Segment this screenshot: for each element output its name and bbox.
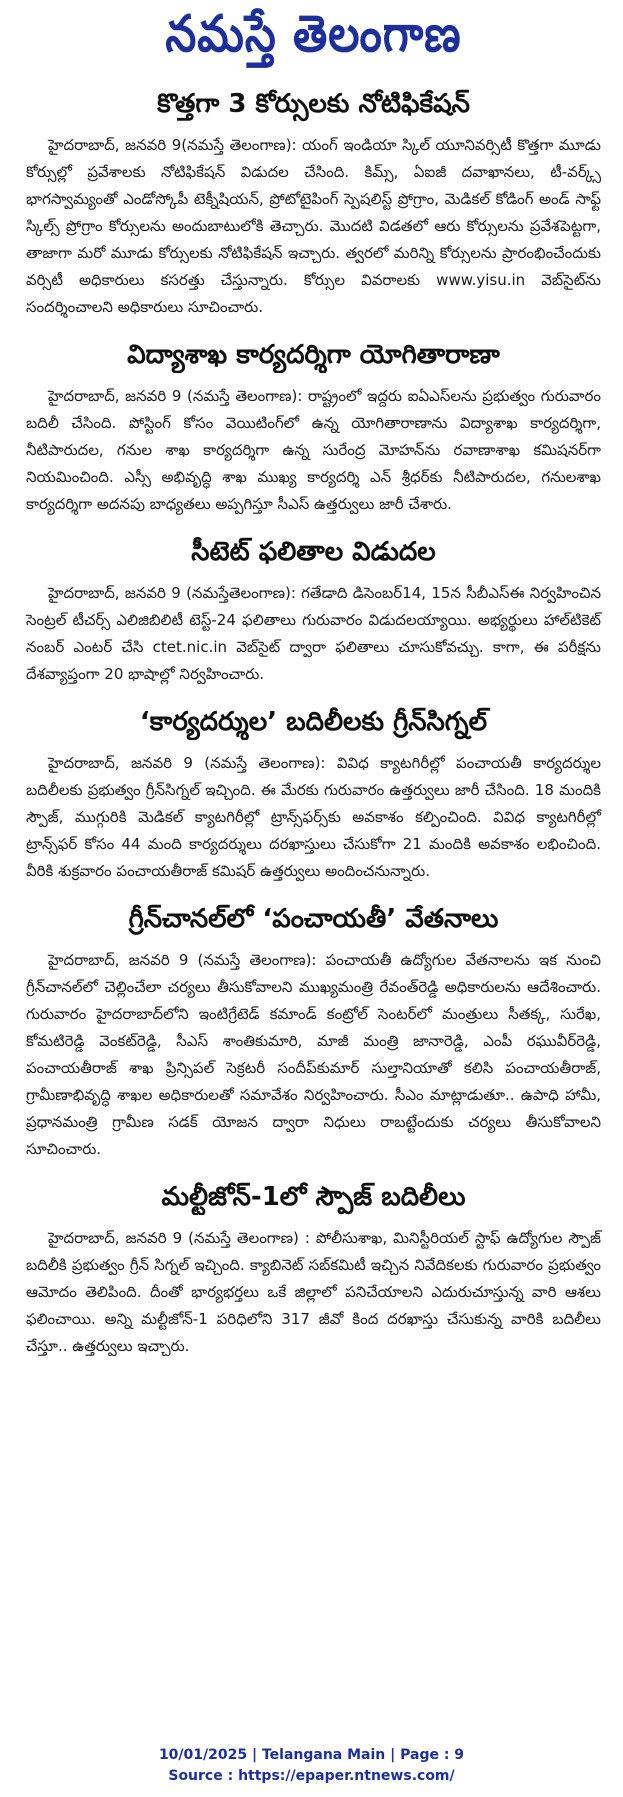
article-multizone-spouse-transfers — [26, 1179, 601, 1360]
article-body: హైదరాబాద్‌, జనవరి 9(నమస్తే తెలంగాణ): యంగ్‌ ఇండియా స్కిల్‌ యూనివర్సిటీ కొత్తగా మూడు కోర్సుల్లో ప్రవేశాలకు నోటిఫికేషన్‌ విడుదల చేసింది. కిమ్స్‌, ఏఐజీ దవాఖానలు, టీ-వర్క్స్‌ భాగస్వామ్యంతో ఎండోస్కోపీ టెక్నీషియన్‌, ప్రోటోటైపింగ్‌ స్పెషలిస్ట్‌ ప్రోగ్రాం, మెడికల్‌ కోడింగ్‌ అండ్‌ సాఫ్ట్‌ స్కిల్స్‌ ప్రోగ్రాం కోర్సులను అందుబాటులోకి తెచ్చారు. మొదటి విడతలో ఆరు కోర్సులను ప్రవేశపెట్టగా, తాజాగా మరో మూడు కోర్సులకు నోటిఫికేషన్‌ ఇచ్చారు. త్వరలో మరిన్ని కోర్సులను ప్రారంభించేందుకు వర్సిటీ అధికారులు కసరత్తు చేస్తున్నారు. కోర్సుల వివరాలకు www.yisu.in వెబ్‌సైట్‌ను సందర్శించాలని అధికారులు సూచించారు. — [26, 136, 601, 316]
article-education-secretary — [26, 337, 601, 518]
article-secretaries-transfers — [26, 704, 601, 885]
article-body: హైదరాబాద్‌, జనవరి 9 (నమస్తేతెలంగాణ): గతేడాది డిసెంబర్‌14, 15న సీబీఎస్‌ఈ నిర్వహించిన సెంట్రల్‌ టీచర్స్‌ ఎలిజిబిలిటీ టెస్ట్‌-24 ఫలితాలు గురువారం విడుదలయ్యాయి. అభ్యర్థులు హాల్‌టికెట్‌ నంబర్‌ ఎంటర్‌ చేసి ctet.nic.in వెబ్‌సైట్‌ ద్వారా ఫలితాలు చూసుకోవచ్చు. కాగా, ఈ పరీక్షను దేశవ్యాప్తంగా 20 భాషాల్లో నిర్వహించారు. — [26, 584, 601, 683]
page-footer-source: Source : https://epaper.ntnews.com/ — [168, 1768, 455, 1784]
article-ctet-results — [26, 534, 601, 688]
article-headline: గ్రీన్‌చానల్‌లో ‘పంచాయతీ’ వేతనాలు — [128, 904, 499, 934]
article-body: హైదరాబాద్‌, జనవరి 9 (నమస్తే తెలంగాణ) : పోలీసుశాఖ, మినిస్టీరియల్‌ స్టాఫ్‌ ఉద్యోగుల స్పౌజ్‌ బదిలీకి ప్రభుత్వం గ్రీన్‌ సిగ్నల్‌ ఇచ్చింది. క్యాబినెట్‌ సబ్‌కమిటీ ఇచ్చిన నివేదికలకు గురువారం ప్రభుత్వం ఆమోదం తెలిపింది. దీంతో భార్యభర్తలు ఒకే జిల్లాలో పనిచేయాలని ఎదురుచూస్తున్న వారి ఆశలు ఫలించాయి. అన్ని మల్టీజోన్‌-1 పరిధిలోని 317 జీవో కింద దరఖాస్తు చేసుకున్న వారికి బదిలీలు చేస్తూ.. ఉత్తర్వులు ఇచ్చారు. — [26, 1229, 601, 1355]
article-headline: మల్టీజోన్‌-1లో స్పౌజ్‌ బదిలీలు — [161, 1182, 466, 1212]
article-new-courses — [26, 86, 601, 321]
article-headline: కొత్తగా 3 కోర్సులకు నోటిఫికేషన్ — [157, 89, 470, 119]
article-headline: సీటెట్‌ ఫలితాల విడుదల — [191, 537, 436, 567]
article-headline: ‘కార్యదర్శుల’ బదిలీలకు గ్రీన్‌సిగ్నల్‌ — [139, 707, 488, 737]
page-footer-date: 10/01/2025 | Telangana Main | Page : 9 — [158, 1747, 465, 1763]
article-green-channel-salaries — [26, 901, 601, 1163]
article-body: హైదరాబాద్‌, జనవరి 9 (నమస్తే తెలంగాణ): వివిధ క్యాటగిరీల్లో పంచాయతీ కార్యదర్శుల బదిలీలకు ప్రభుత్వం గ్రీన్‌సిగ్నల్‌ ఇచ్చింది. ఈ మేరకు గురువారం ఉత్తర్వులు జారీ చేసింది. 18 మందికి స్పౌజ్‌, ముగ్గురికి మెడికల్‌ క్యాటగిరీల్లో ట్రాన్స్‌ఫర్స్‌కు అవకాశం కల్పించింది. వివిధ క్యాటగిరీల్లో ట్రాన్స్‌ఫర్‌ కోసం 44 మంది కార్యదర్శులు దరఖాస్తులు చేసుకోగా 21 మందికి అవకాశం లభించింది. వీరికి శుక్రవారం పంచాయతీరాజ్‌ కమిషర్‌ ఉత్తర్వులు అందించనున్నారు. — [26, 754, 601, 880]
article-body: హైదరాబాద్‌, జనవరి 9 (నమస్తే తెలంగాణ): పంచాయతీ ఉద్యోగుల వేతనాలను ఇక నుంచి గ్రీన్‌చానల్‌లో చెల్లించేలా చర్యలు తీసుకోవాలని ముఖ్యమంత్రి రేవంత్‌రెడ్డి అధికారులను ఆదేశించారు. గురువారం హైదరాబాద్‌లోని ఇంటిగ్రేటెడ్‌ కమాండ్‌ కంట్రోల్‌ సెంటర్‌లో మంత్రులు సీతక్క, సురేఖ, కోమటిరెడ్డి వెంకట్‌రెడ్డి, సీఎస్‌ శాంతికుమారి, మాజీ మంత్రి జానారెడ్డి, ఎంపీ రఘువీర్‌రెడ్డి, పంచాయతీరాజ్‌ శాఖ ప్రిన్సిపల్‌ సెక్రటరీ సందీప్‌కుమార్‌ సుల్తానియాతో కలిసి పంచాయతీరాజ్‌, గ్రామీణాభివృద్ధి శాఖల అధికారులతో సమావేశం నిర్వహించారు. సీఎం మాట్లాడుతూ.. ఉపాధి హామీ, ప్రధానమంత్రి గ్రామీణ సడక్‌ యోజన ద్వారా నిధులు రాబట్టేందుకు చర్యలు తీసుకోవాలని సూచించారు. — [26, 951, 601, 1158]
article-body: హైదరాబాద్‌, జనవరి 9 (నమస్తే తెలంగాణ): రాష్ట్రంలో ఇద్దరు ఐఏఎస్‌లను ప్రభుత్వం గురువారం బదిలీ చేసింది. పోస్టింగ్‌ కోసం వెయిటింగ్‌లో ఉన్న యోగితారాణాను విద్యాశాఖ కార్యదర్శిగా, నీటిపారుదల, గనుల శాఖ కార్యదర్శిగా ఉన్న సురేంద్ర మోహన్‌ను రవాణాశాఖ కమిషనర్‌గా నియమించింది. ఎస్సీ అభివృద్ధి శాఖ ముఖ్య కార్యదర్శి ఎన్‌ శ్రీధర్‌కు నీటిపారుదల, గనులశాఖ కార్యదర్శిగా అదనపు బాధ్యతలు అప్పగిస్తూ సీఎస్‌ ఉత్తర్వులు జారీ చేశారు. — [26, 387, 601, 513]
article-headline: విద్యాశాఖ కార్యదర్శిగా యోగితారాణా — [127, 340, 500, 370]
newspaper-masthead: నమస్తే తెలంగాణ — [165, 5, 462, 64]
